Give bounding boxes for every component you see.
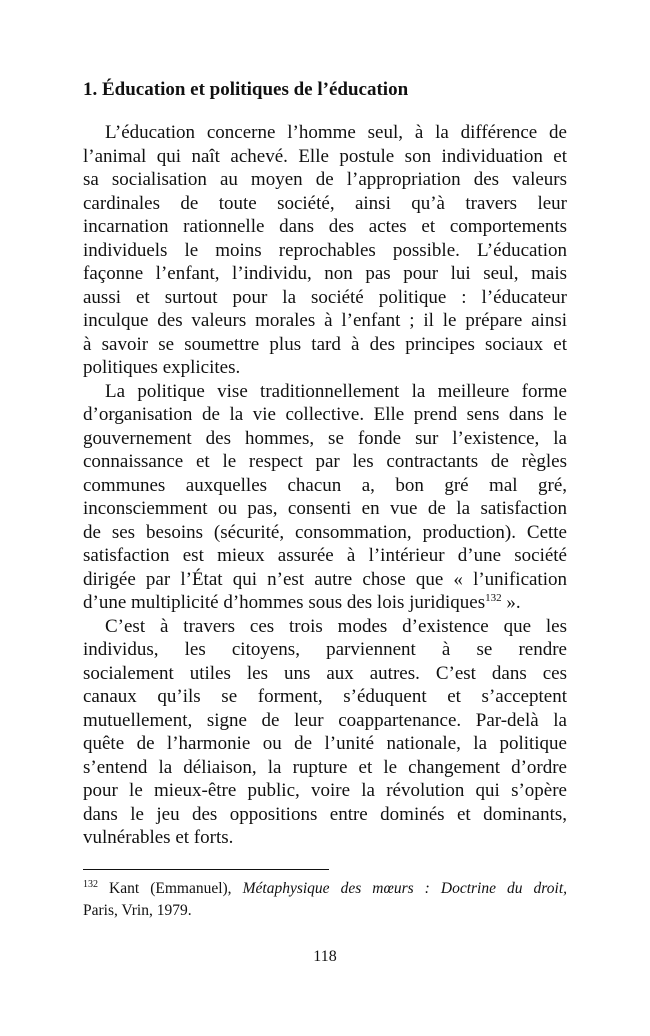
- text-line: L’éducation concerne l’homme seul, à la différence de: [105, 122, 567, 143]
- text-line: C’est à travers ces trois modes d’existence que les: [105, 615, 567, 637]
- text-line: d’organisation de la vie collective. Elle prend sens dans le: [83, 404, 567, 425]
- text-line: mutuellement, signe de leur coappartenance. Par-delà la: [83, 709, 567, 731]
- text-line: gouvernement des hommes, se fonde sur l’existence, la: [83, 427, 567, 449]
- text-segment: ».: [501, 592, 521, 613]
- text-line: sa socialisation au moyen de l’appropriation des valeurs: [83, 169, 567, 190]
- text-line: communes auxquelles chacun a, bon gré mal gré,: [83, 474, 567, 496]
- footnote-author: Kant (Emmanuel),: [109, 880, 243, 897]
- text-line: cardinales de toute société, ainsi qu’à travers leur: [83, 192, 567, 214]
- text-line: La politique vise traditionnellement la meilleure forme: [105, 380, 567, 402]
- text-line: aussi et surtout pour la société politique : l’éducateur: [83, 286, 567, 308]
- text-line: dirigée par l’État qui n’est autre chose que « l’unification: [83, 568, 567, 590]
- text-line: à savoir se soumettre plus tard à des principes sociaux et: [83, 333, 567, 355]
- text-segment: d’une multiplicité d’hommes sous des lois juridiques: [83, 592, 486, 613]
- page-number: 118: [313, 948, 337, 965]
- body-text: [83, 121, 567, 850]
- footnote-reference[interactable]: 132: [485, 592, 502, 604]
- text-line: politiques explicites.: [83, 357, 241, 378]
- text-line: satisfaction est mieux assurée à l’intérieur d’une société: [83, 545, 567, 566]
- section-heading: 1. Éducation et politiques de l’éducation: [83, 79, 409, 100]
- text-line: vulnérables et forts.: [83, 827, 234, 848]
- paragraph-politics: [83, 380, 567, 615]
- text-line: l’animal qui naît achevé. Elle postule son individuation et: [83, 145, 567, 167]
- text-line: pour le mieux-être public, voire la révolution qui s’opère: [83, 780, 567, 801]
- text-line: socialement utiles les uns aux autres. C’est dans ces: [83, 662, 567, 684]
- footnote-divider: [83, 869, 329, 870]
- text-line: inconsciemment ou pas, consenti en vue de la satisfaction: [83, 498, 567, 519]
- text-line: inculque des valeurs morales à l’enfant ; il le prépare ainsi: [83, 310, 567, 331]
- text-line: incarnation rationnelle dans des actes et comportements: [83, 216, 567, 237]
- text-line: façonne l’enfant, l’individu, non pas pour lui seul, mais: [83, 263, 567, 284]
- paragraph-modes: [83, 615, 567, 850]
- text-line: individuels le moins reprochables possible. L’éducation: [83, 239, 567, 261]
- text-line: quête de l’harmonie ou de l’unité nationale, la politique: [83, 733, 567, 754]
- paragraph-education: [83, 121, 567, 380]
- footnote-publisher: Paris, Vrin, 1979.: [83, 902, 192, 919]
- footnote: [83, 878, 567, 922]
- text-line: connaissance et le respect par les contractants de règles: [83, 451, 567, 472]
- text-line: s’entend la déliaison, la rupture et le changement d’ordre: [83, 756, 567, 778]
- text-line: individus, les citoyens, parviennent à se rendre: [83, 639, 567, 660]
- text-line-with-footnote-ref: [83, 591, 567, 615]
- footnote-number: 132: [83, 879, 98, 890]
- footnote-title: Métaphysique des mœurs : Doctrine du droit,: [242, 880, 567, 897]
- text-line: canaux qu’ils se forment, s’éduquent et s’acceptent: [83, 686, 567, 707]
- text-line: de ses besoins (sécurité, consommation, production). Cette: [83, 521, 567, 543]
- text-line: dans le jeu des oppositions entre dominés et dominants,: [83, 803, 567, 825]
